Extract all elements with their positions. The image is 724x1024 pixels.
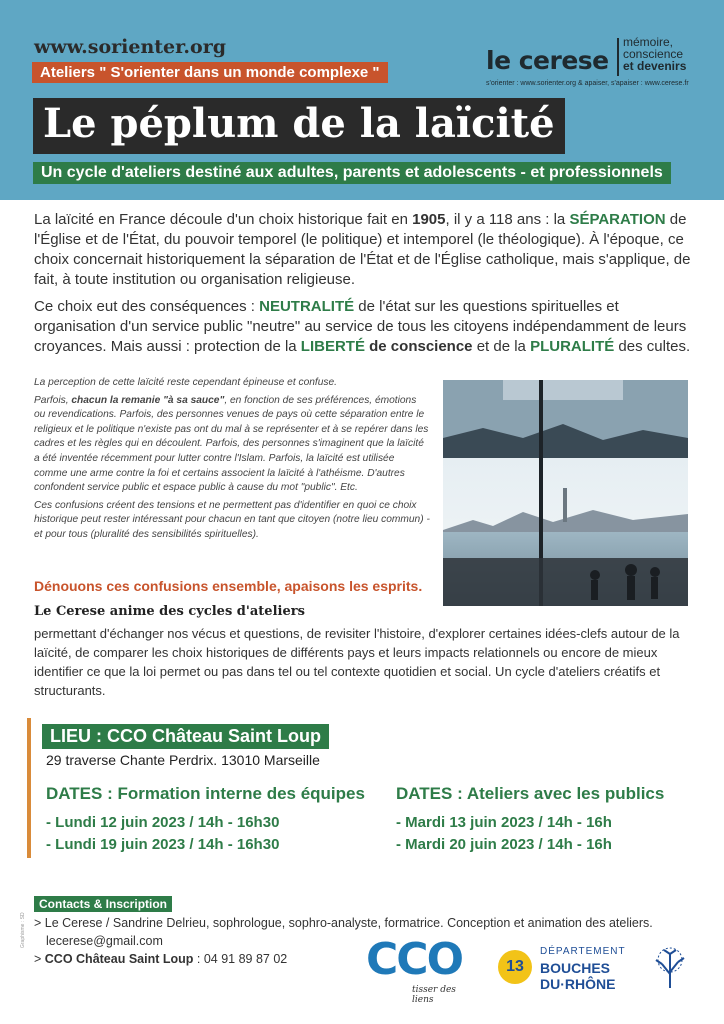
departement-name-1: BOUCHES <box>540 960 611 976</box>
cco-logo <box>366 934 468 1005</box>
info-accent-bar <box>27 718 31 858</box>
cerese-tagline-1: mémoire, <box>623 35 674 49</box>
site-url: www.sorienter.org <box>34 36 226 58</box>
intro-paragraph-2 <box>34 297 694 357</box>
lieu-address: 29 traverse Chante Perdrix. 13010 Marseille <box>46 752 320 768</box>
departement-badge-number: 13 <box>506 958 524 975</box>
perception-para-2 <box>34 394 430 496</box>
departement-label: DÉPARTEMENT <box>540 946 626 957</box>
contacts-banner: Contacts & Inscription <box>34 896 172 912</box>
intro-paragraph-1 <box>34 210 694 290</box>
ateliers-banner: Ateliers " S'orienter dans un monde complexe " <box>32 62 388 83</box>
cerese-section-title: Le Cerese anime des cycles d'ateliers <box>34 604 305 619</box>
perception-para-2-b: , en fonction de ses préférences, émotions ou revendications. Parfois, des personnes venues de pays où cette séparation entre le religieux et le politique n'existe pas ont du mal à se représenter et à se repérer dans les cadres et les règles qui en découlent. Parfois, des personnes s'imaginent que la laïcité a été inventée récemment pour lutter contre l'Islam. Parfois, la laïcité est utilisée comme une arme contre la foi et certains associent la laïcité à l'athéisme. D'autres confondent service public et espace public à cause du mot "public". Etc. <box>34 394 429 494</box>
cerese-logo <box>486 36 696 96</box>
p2-text-a: Ce choix eut des conséquences : <box>34 298 260 315</box>
departement-name-2: DU·RHÔNE <box>540 976 616 992</box>
p2-text-c: et de la <box>472 338 531 355</box>
dates-formation-item: - Lundi 19 juin 2023 / 14h - 16h30 <box>46 836 280 853</box>
graphic-credit: Graphisme : SD <box>20 912 26 948</box>
perception-para-2-a: Parfois, <box>34 394 72 406</box>
p2-conscience: de conscience <box>364 338 473 355</box>
page-subtitle: Un cycle d'ateliers destiné aux adultes, parents et adolescents - et professionnels <box>33 162 671 184</box>
perception-para-2-bold: chacun la remanie "à sa sauce" <box>71 394 225 406</box>
cerese-section-text: permettant d'échanger nos vécus et questions, de revisiter l'histoire, d'explorer certaines idées-clefs autour de la laïcité, de comparer les choix historiques de différents pays et leurs impacts relationnels ou encore de mieux identifier ce que la loi permet ou pas dans tel ou tel contexte quotidien et social. Un cycle d'ateliers créatifs et structurants. <box>34 626 680 698</box>
p2-liberte: LIBERTÉ <box>300 338 365 355</box>
p2-text-b: de l'état sur les questions spirituelles et organisation d'un service public "neutre" au service de tous les citoyens indépendamment de leurs croyances. Mais aussi : protection de la <box>34 298 687 355</box>
cco-logo-letters: CCO <box>366 934 462 985</box>
contact-cerese: > Le Cerese / Sandrine Delrieu, sophrologue, sophro-analyste, formatrice. Conception et animation des ateliers. <box>34 916 653 930</box>
dates-formation <box>46 784 365 856</box>
contact-cco-prefix: > <box>34 952 45 966</box>
cerese-logo-sub: s'orienter : www.sorienter.org & apaiser, s'apaiser : www.cerese.fr <box>486 80 689 87</box>
p2-pluralite: PLURALITÉ <box>530 338 615 355</box>
contact-email[interactable]: lecerese@gmail.com <box>46 934 163 948</box>
cerese-tagline-2: conscience <box>623 47 684 61</box>
perception-block <box>34 376 430 546</box>
p1-text-a: La laïcité en France découle d'un choix historique fait en <box>34 211 413 228</box>
dates-publics-item: - Mardi 20 juin 2023 / 14h - 16h <box>396 836 612 853</box>
dates-publics-item: - Mardi 13 juin 2023 / 14h - 16h <box>396 814 612 831</box>
dates-publics <box>396 784 664 856</box>
departement-logo <box>498 944 698 994</box>
dates-publics-heading: DATES : Ateliers avec les publics <box>396 784 665 803</box>
p1-text-c: de l'Église et de l'État, du pouvoir temporel (le politique) et intemporel (le théologique). À l'époque, ce choix concernait historiquement la séparation de l'État et de l'Église catholique, mais s'applique, de fait, à toute institution ou organisation religieuse. <box>34 211 691 288</box>
marseille-photo-illustration <box>443 380 688 606</box>
cco-logo-tagline: tisser des liens <box>412 985 456 1005</box>
perception-para-3: Ces confusions créent des tensions et ne permettent pas d'identifier en quoi ce choix historique peut rester intéressant pour chacun en tant que citoyen (notre lieu commun) - et pour tous (pluralité des sensibilités spirituelles). <box>34 499 430 540</box>
cerese-logo-divider <box>617 38 619 76</box>
cerese-tagline-3: et devenirs <box>623 59 687 73</box>
lieu-banner: LIEU : CCO Château Saint Loup <box>42 724 329 749</box>
p1-separation: SÉPARATION <box>569 211 666 228</box>
dates-formation-heading: DATES : Formation interne des équipes <box>46 784 365 803</box>
tree-icon <box>648 946 692 990</box>
dates-formation-item: - Lundi 12 juin 2023 / 14h - 16h30 <box>46 814 280 831</box>
page-title: Le péplum de la laïcité <box>33 98 565 154</box>
perception-line-1: La perception de cette laïcité reste cependant épineuse et confuse. <box>34 377 338 388</box>
cerese-logo-tagline <box>623 36 686 72</box>
contact-cco-phone: : 04 91 89 87 02 <box>193 952 288 966</box>
cerese-logo-name: le cerese <box>486 46 609 75</box>
p2-neutralite: NEUTRALITÉ <box>259 298 355 315</box>
contact-cco <box>34 952 287 966</box>
p2-text-d: des cultes. <box>614 338 691 355</box>
callout-text: Dénouons ces confusions ensemble, apaisons les esprits. <box>34 578 423 594</box>
p1-year: 1905 <box>412 211 446 228</box>
contact-cco-name: CCO Château Saint Loup <box>44 952 194 966</box>
marseille-photo <box>443 380 688 606</box>
p1-text-b: , il y a 118 ans : la <box>445 211 570 228</box>
